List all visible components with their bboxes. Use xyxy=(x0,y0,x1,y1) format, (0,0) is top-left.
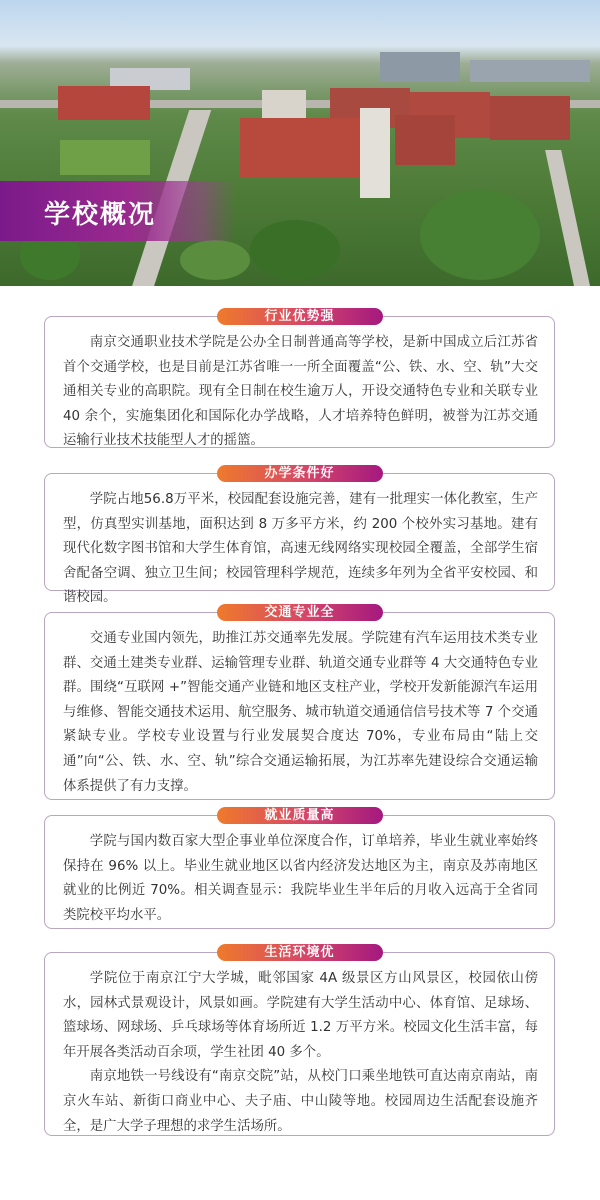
page-title-banner xyxy=(0,181,236,241)
section-heading: 就业质量高 xyxy=(217,807,383,824)
section-living-environment xyxy=(44,945,555,1136)
section-transport-majors xyxy=(44,605,555,800)
section-paragraph: 学院位于南京江宁大学城，毗邻国家 4A 级景区方山风景区，校园依山傍水，园林式景观设计，风景如画。学院建有大学生活动中心、体育馆、足球场、篮球场、网球场、乒乓球场等体育场所近 1.2 万平方米。校园文化生活丰富，每年开展各类活动百余项，学生社团 40 多个。 xyxy=(63,971,538,1060)
section-heading: 生活环境优 xyxy=(217,944,383,961)
page-title: 学校概况 xyxy=(44,200,157,230)
section-heading: 办学条件好 xyxy=(217,465,383,482)
section-school-conditions xyxy=(44,466,555,606)
section-heading: 行业优势强 xyxy=(217,308,383,325)
section-paragraph: 南京地铁一号线设有“南京交院”站，从校门口乘坐地铁可直达南京南站，南京火车站、新街口商业中心、夫子庙、中山陵等地。校园周边生活配套设施齐全，是广大学子理想的求学生活场所。 xyxy=(63,1069,538,1134)
section-paragraph: 南京交通职业技术学院是公办全日制普通高等学校，是新中国成立后江苏省首个交通学校，也是目前是江苏省唯一一所全面覆盖“公、铁、水、空、轨”大交通相关专业的高职院。现有全日制在校生逾万人，开设交通特色专业和关联专业 40 余个，实施集团化和国际化办学战略，人才培养特色鲜明，被誉为江苏交通运输行业技术技能型人才的摇篮。 xyxy=(63,335,538,449)
campus-aerial-photo xyxy=(0,0,600,286)
section-heading: 交通专业全 xyxy=(217,604,383,621)
section-employment-quality xyxy=(44,808,555,929)
section-paragraph: 学院与国内数百家大型企事业单位深度合作，订单培养，毕业生就业率始终保持在 96% 以上。毕业生就业地区以省内经济发达地区为主，南京及苏南地区就业的比例近 70%。相关调查显示：我院毕业生半年后的月收入远高于全省同类院校平均水平。 xyxy=(63,834,538,923)
section-industry-advantage xyxy=(44,309,555,449)
section-paragraph: 交通专业国内领先，助推江苏交通率先发展。学院建有汽车运用技术类专业群、交通土建类专业群、运输管理专业群、轨道交通专业群等 4 大交通特色专业群。围绕“互联网 +”智能交通产业链和地区支柱产业，学校开发新能源汽车运用与维修、智能交通技术运用、航空服务、城市轨道交通通信信号技术等 7 个交通紧缺专业。学校专业设置与行业发展契合度达 70%，专业布局由“陆上交通”向“公、铁、水、空、轨”综合交通运输拓展，为江苏率先建设综合交通运输体系提供了有力支撑。 xyxy=(63,631,538,794)
section-paragraph: 学院占地56.8万平米，校园配套设施完善，建有一批理实一体化教室，生产型，仿真型实训基地，面积达到 8 万多平方米，约 200 个校外实习基地。建有现代化数字图书馆和大学生体育馆，高速无线网络实现校园全覆盖，全部学生宿舍配备空调、独立卫生间；校园管理科学规范，连续多年列为全省平安校园、和谐校园。 xyxy=(63,492,538,606)
